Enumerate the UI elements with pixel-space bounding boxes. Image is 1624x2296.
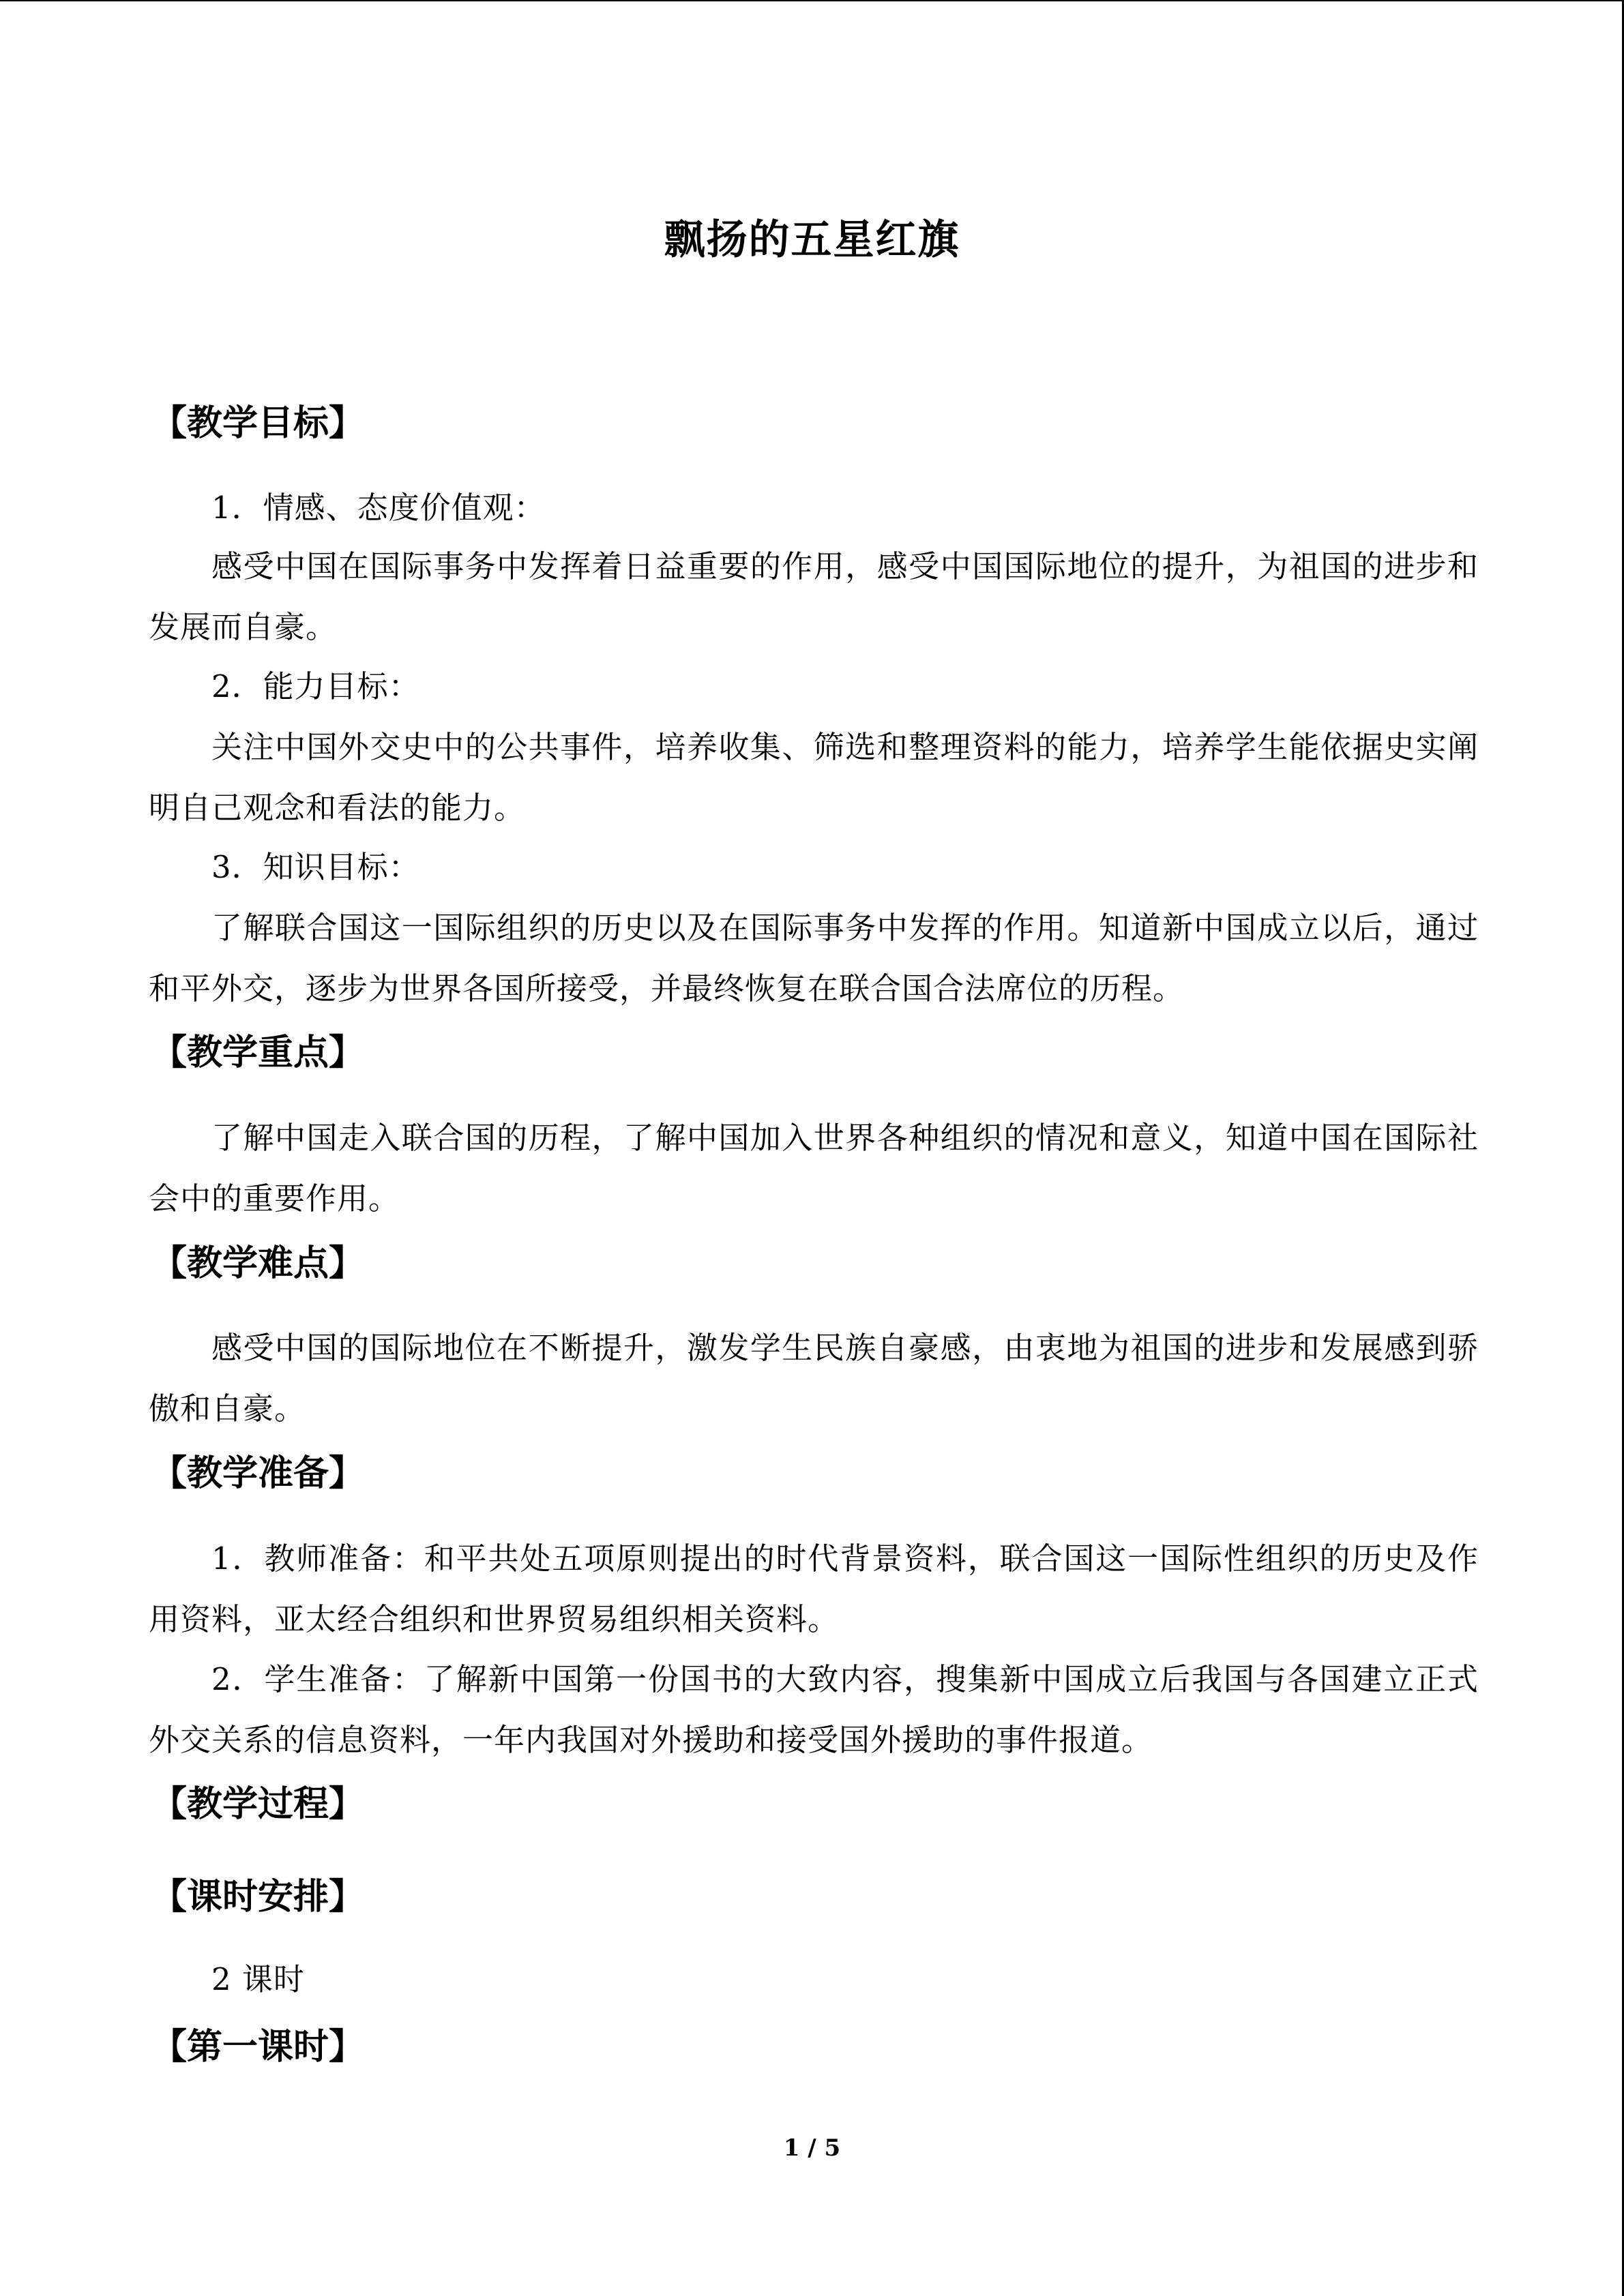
prep-student-text: 2．学生准备：了解新中国第一份国书的大致内容，搜集新中国成立后我国与各国建立正式外交关系的信息资料，一年内我国对外援助和接受国外援助的事件报道。 <box>149 1661 1479 1758</box>
goal-2-text: 关注中国外交史中的公共事件，培养收集、筛选和整理资料的能力，培养学生能依据史实阐明自己观念和看法的能力。 <box>149 729 1479 826</box>
goal-3-label: 3．知识目标： <box>211 849 420 885</box>
top-border-line <box>0 0 1624 1</box>
heading-schedule: 【课时安排】 <box>151 1877 365 1918</box>
schedule-text: 2 课时 <box>211 1961 305 1997</box>
goal-1-label: 1．情感、态度价值观： <box>211 490 546 526</box>
focus-text: 了解中国走入联合国的历程，了解中国加入世界各种组织的情况和意义，知道中国在国际社会中的重要作用。 <box>149 1120 1479 1217</box>
heading-teaching-goals: 【教学目标】 <box>151 403 365 444</box>
page-number: 1 / 5 <box>783 2134 841 2162</box>
heading-teaching-focus: 【教学重点】 <box>151 1032 365 1073</box>
heading-teaching-difficulty: 【教学难点】 <box>151 1243 365 1284</box>
heading-teaching-process: 【教学过程】 <box>151 1784 365 1825</box>
difficulty-text: 感受中国的国际地位在不断提升，激发学生民族自豪感，由衷地为祖国的进步和发展感到骄傲和自豪。 <box>149 1330 1479 1427</box>
goal-1-text: 感受中国在国际事务中发挥着日益重要的作用，感受中国国际地位的提升，为祖国的进步和发展而自豪。 <box>149 548 1479 645</box>
prep-teacher-text: 1．教师准备：和平共处五项原则提出的时代背景资料，联合国这一国际性组织的历史及作用资料，亚太经合组织和世界贸易组织相关资料。 <box>149 1540 1479 1637</box>
goal-2-label: 2．能力目标： <box>211 668 420 704</box>
heading-first-lesson: 【第一课时】 <box>151 2027 365 2068</box>
document-title: 飘扬的五星红旗 <box>664 216 960 264</box>
heading-teaching-preparation: 【教学准备】 <box>151 1453 365 1494</box>
goal-3-text: 了解联合国这一国际组织的历史以及在国际事务中发挥的作用。知道新中国成立以后，通过和平外交，逐步为世界各国所接受，并最终恢复在联合国合法席位的历程。 <box>149 910 1479 1007</box>
